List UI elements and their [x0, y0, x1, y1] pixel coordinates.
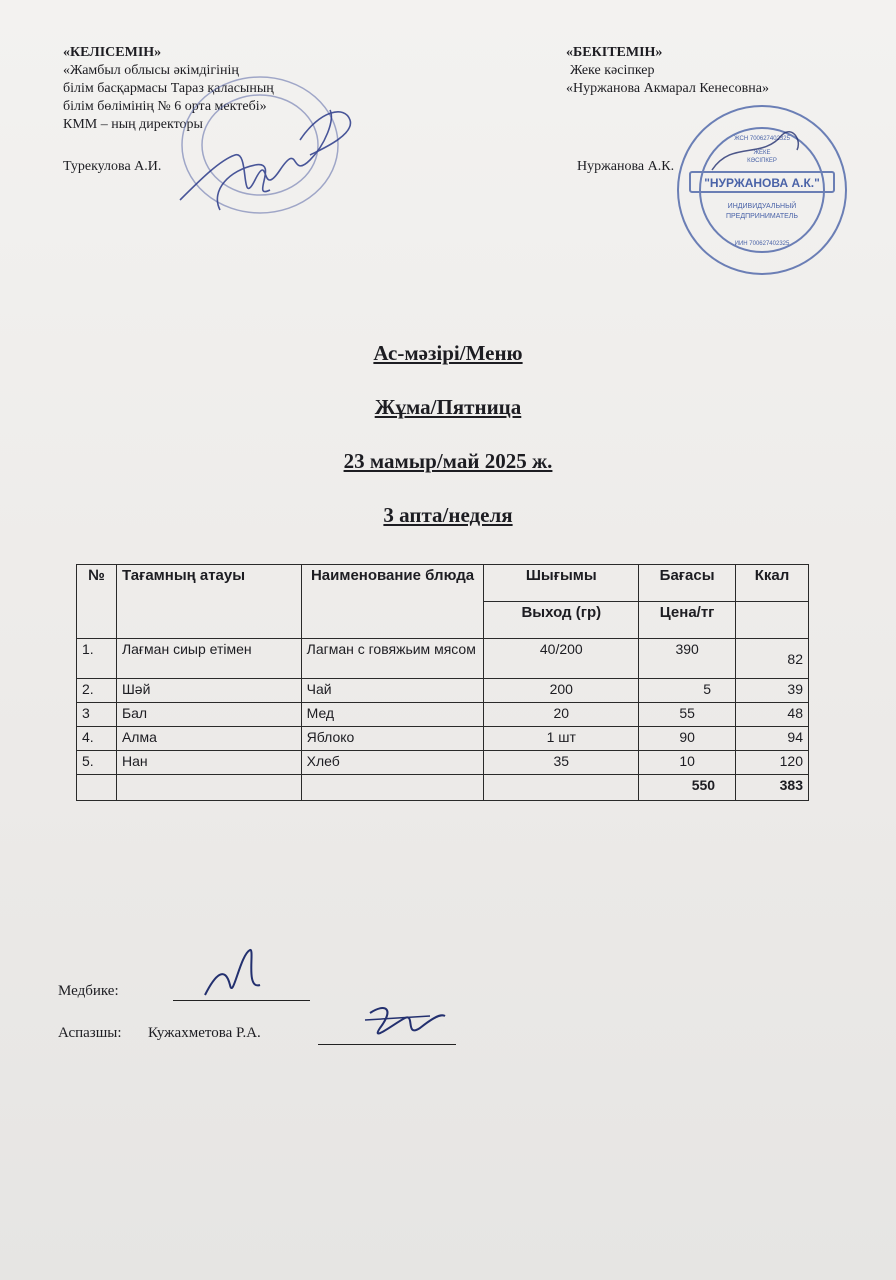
row-kcal: 48 [736, 703, 809, 727]
svg-text:КӘСІПКЕР: КӘСІПКЕР [747, 158, 777, 164]
row-num: 1. [77, 639, 117, 679]
approval-block-right [566, 44, 769, 98]
approval-line: КММ – ның директоры [63, 117, 203, 132]
row-num: 2. [77, 679, 117, 703]
header-num: № [77, 565, 117, 639]
row-kcal: 82 [736, 639, 809, 679]
total-empty [301, 775, 484, 801]
row-output: 1 шт [484, 727, 639, 751]
svg-text:ЖСН 700627402325: ЖСН 700627402325 [734, 136, 790, 142]
header-output-ru: Выход (гр) [484, 602, 639, 639]
total-kcal: 383 [736, 775, 809, 801]
approval-line: «Нуржанова Акмарал Кенесовна» [566, 81, 769, 96]
cook-signature-icon [360, 998, 450, 1048]
header-price-ru: Цена/тг [639, 602, 736, 639]
svg-text:ПРЕДПРИНИМАТЕЛЬ: ПРЕДПРИНИМАТЕЛЬ [725, 213, 799, 220]
row-output: 40/200 [484, 639, 639, 679]
row-output: 200 [484, 679, 639, 703]
table-total-row [77, 775, 809, 801]
row-name-kz: Нан [116, 751, 301, 775]
header-name-ru: Наименование блюда [301, 565, 484, 639]
row-output: 35 [484, 751, 639, 775]
menu-title: Ас-мәзірі/Меню [373, 341, 523, 365]
row-num: 5. [77, 751, 117, 775]
nurse-signature-icon [200, 945, 270, 1005]
row-kcal: 39 [736, 679, 809, 703]
svg-text:ЖЕКЕ: ЖЕКЕ [753, 150, 771, 156]
menu-table [76, 564, 809, 801]
table-row [77, 751, 809, 775]
row-price: 390 [639, 639, 736, 679]
svg-text:ИНДИВИДУАЛЬНЫЙ: ИНДИВИДУАЛЬНЫЙ [727, 203, 797, 210]
signatory-right: Нуржанова А.К. [577, 159, 675, 174]
svg-text:ИИН 700627402325: ИИН 700627402325 [734, 241, 790, 247]
total-price: 550 [639, 775, 736, 801]
header-name-kz: Тағамның атауы [116, 565, 301, 639]
cook-label: Аспазшы: [58, 1025, 122, 1041]
approval-title-left: «КЕЛІСЕМІН» [63, 45, 162, 60]
row-num: 3 [77, 703, 117, 727]
total-empty [116, 775, 301, 801]
svg-text:"НУРЖАНОВА А.К.": "НУРЖАНОВА А.К." [704, 176, 820, 190]
row-name-ru: Чай [301, 679, 484, 703]
row-name-ru: Лагман с говяжьим мясом [301, 639, 484, 679]
signatory-left: Турекулова А.И. [63, 159, 162, 174]
row-num: 4. [77, 727, 117, 751]
row-price: 55 [639, 703, 736, 727]
row-kcal: 94 [736, 727, 809, 751]
cook-name: Кужахметова Р.А. [148, 1025, 261, 1041]
header-price-kz: Бағасы [639, 565, 736, 602]
header-kcal-empty [736, 602, 809, 639]
table-header-row [77, 565, 809, 602]
menu-date: 23 мамыр/май 2025 ж. [343, 449, 553, 473]
menu-day: Жұма/Пятница [374, 395, 522, 419]
row-name-kz: Алма [116, 727, 301, 751]
nurse-label: Медбике: [58, 983, 119, 999]
row-price: 10 [639, 751, 736, 775]
menu-title-block [0, 333, 896, 549]
approval-line: білім бөлімінің № 6 орта мектебі» [63, 99, 267, 114]
approval-line: білім басқармасы Тараз қаласының [63, 81, 274, 96]
approval-line: «Жамбыл облысы әкімдігінің [63, 63, 239, 78]
row-name-ru: Хлеб [301, 751, 484, 775]
entrepreneur-stamp-icon [672, 100, 852, 280]
total-empty [484, 775, 639, 801]
row-name-ru: Яблоко [301, 727, 484, 751]
school-seal-icon [160, 60, 360, 220]
table-row [77, 727, 809, 751]
row-name-kz: Шәй [116, 679, 301, 703]
table-row [77, 639, 809, 679]
header-kcal: Ккал [736, 565, 809, 602]
row-name-kz: Бал [116, 703, 301, 727]
row-name-ru: Мед [301, 703, 484, 727]
row-kcal: 120 [736, 751, 809, 775]
row-name-kz: Лағман сиыр етімен [116, 639, 301, 679]
total-empty [77, 775, 117, 801]
menu-week: 3 апта/неделя [383, 503, 513, 527]
table-row [77, 703, 809, 727]
approval-title-right: «БЕКІТЕМІН» [566, 45, 663, 60]
row-price: 5 [639, 679, 736, 703]
header-output-kz: Шығымы [484, 565, 639, 602]
table-row [77, 679, 809, 703]
approval-line: Жеке кәсіпкер [570, 63, 655, 78]
row-output: 20 [484, 703, 639, 727]
row-price: 90 [639, 727, 736, 751]
